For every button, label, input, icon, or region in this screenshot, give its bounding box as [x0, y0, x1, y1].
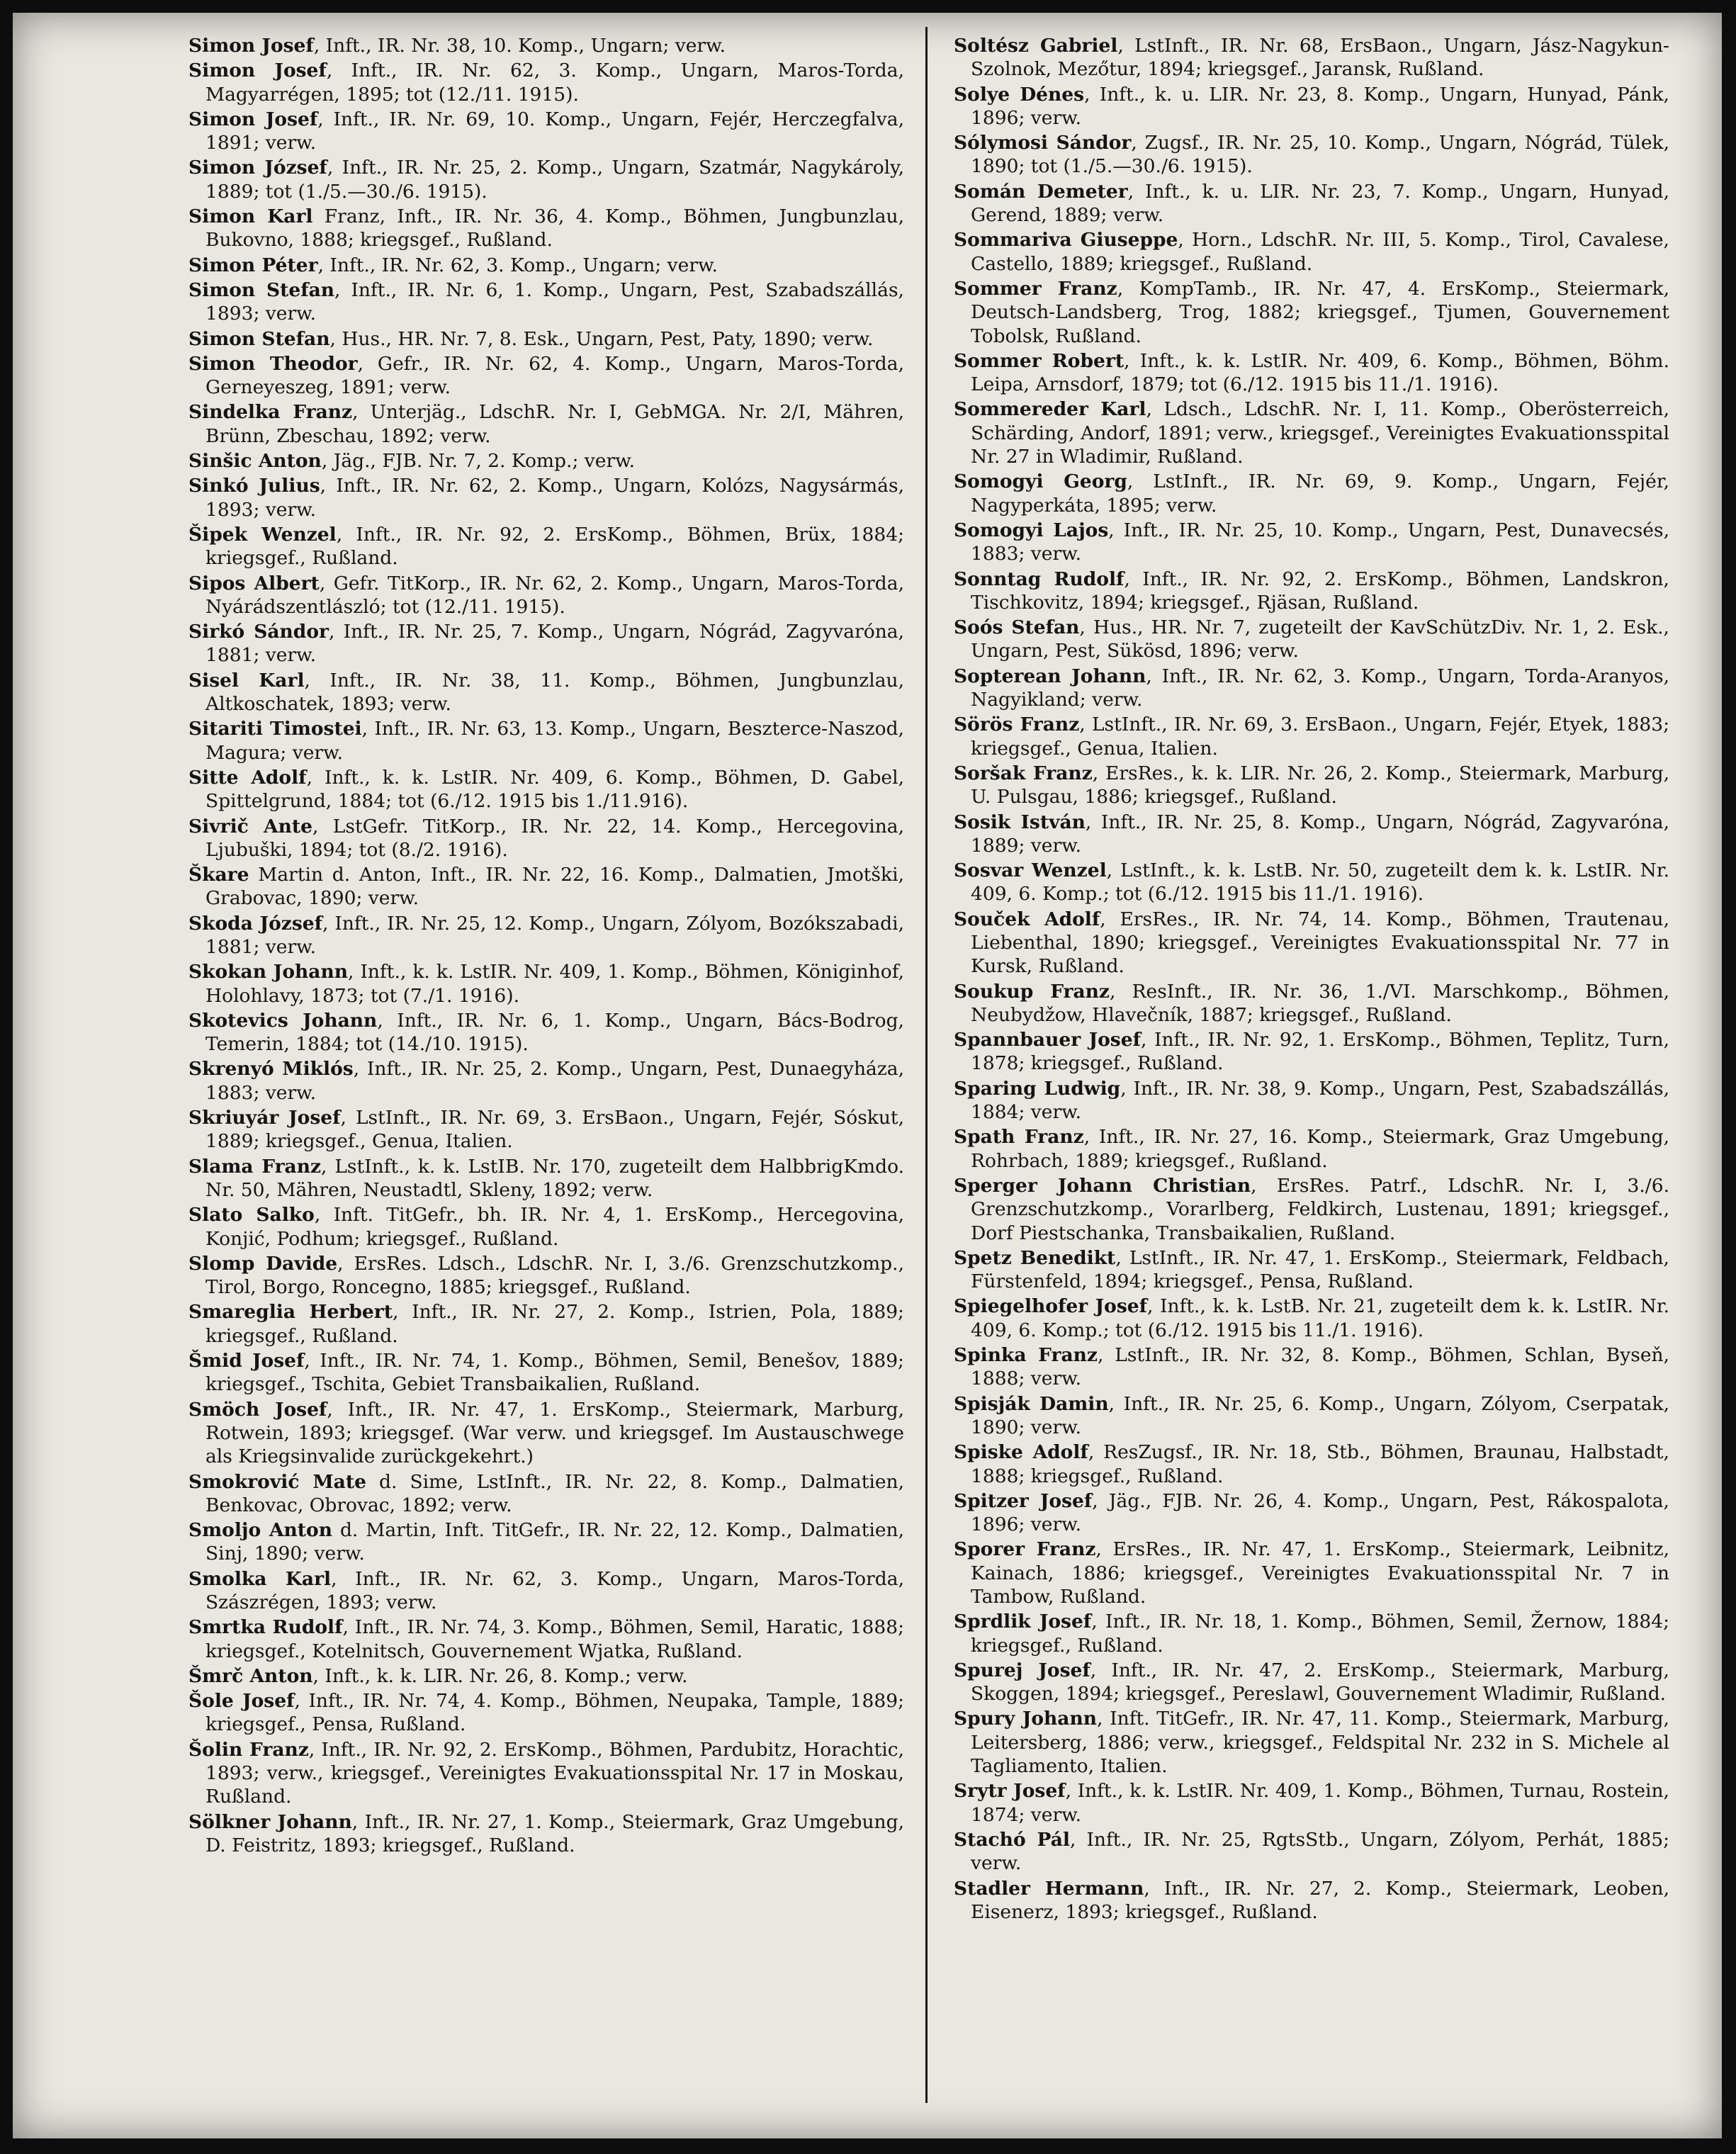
entry-details: , Jäg., FJB. Nr. 26, 4. Komp., Ungarn, Pest, Rákospalota, 1896; verw. [971, 1489, 1669, 1536]
entry-name: Šipek Wenzel [188, 523, 337, 546]
entry-details: , Unterjäg., LdschR. Nr. I, GebMGA. Nr. 2/I, Mähren, Brünn, Zbeschau, 1892; verw. [205, 401, 904, 447]
list-entry [188, 1398, 904, 1469]
entry-name: Sinšic Anton [188, 450, 322, 473]
entry-name: Spannbauer Josef [954, 1029, 1141, 1051]
entry-details: , Inft., IR. Nr. 6, 1. Komp., Ungarn, Pest, Szabadszállás, 1893; verw. [205, 278, 904, 325]
list-entry [188, 766, 904, 813]
list-entry [188, 1518, 904, 1566]
list-entry [188, 474, 904, 521]
entry-details: , Inft., IR. Nr. 63, 13. Komp., Ungarn, Beszterce-Naszod, Magura; verw. [205, 718, 904, 764]
entry-details: , ErsRes., IR. Nr. 74, 14. Komp., Böhmen, Trautenau, Liebenthal, 1890; kriegsgef., Vereinigtes Evakuationsspital Nr. 77 in Kursk, Rußland. [971, 908, 1669, 978]
entry-details: , ErsRes. Ldsch., LdschR. Nr. I, 3./6. Grenzschutzkomp., Tirol, Borgo, Roncegno, 1885; kriegsgef., Rußland. [205, 1252, 904, 1299]
list-entry [188, 1689, 904, 1737]
entry-name: Slama Franz [188, 1155, 322, 1178]
entry-name: Spurej Josef [954, 1659, 1090, 1681]
entry-name: Sporer Franz [954, 1538, 1096, 1561]
list-entry [188, 108, 904, 155]
list-entry [188, 669, 904, 716]
entry-name: Somán Demeter [954, 180, 1128, 203]
entry-details: , Inft., IR. Nr. 62, 3. Komp., Ungarn; verw. [317, 254, 718, 276]
entry-name: Skokan Johann [188, 961, 348, 983]
list-entry [188, 863, 904, 910]
entry-details: , LstInft., IR. Nr. 69, 3. ErsBaon., Ungarn, Fejér, Sóskut, 1889; kriegsgef., Genua, Italien. [205, 1107, 904, 1153]
list-entry [954, 762, 1669, 809]
entry-details: , ResZugsf., IR. Nr. 18, Stb., Böhmen, Braunau, Halbstadt, 1888; kriegsgef., Rußland. [971, 1441, 1669, 1487]
entry-name: Sonntag Rudolf [954, 568, 1125, 590]
list-entry [188, 1738, 904, 1809]
entry-name: Simon Josef [188, 60, 327, 82]
list-entry [188, 523, 904, 570]
entry-name: Slomp Davide [188, 1252, 338, 1275]
entry-details: , ErsRes. Patrf., LdschR. Nr. I, 3./6. Grenzschutzkomp., Vorarlberg, Feldkirch, Lustenau, 1891; kriegsgef., Dorf Piestschanka, Transbaikalien, Rußland. [971, 1174, 1669, 1244]
list-entry [954, 1174, 1669, 1245]
entry-name: Sölkner Johann [188, 1810, 352, 1833]
entry-details: d. Sime, LstInft., IR. Nr. 22, 8. Komp., Dalmatien, Benkovac, Obrovac, 1892; verw. [205, 1470, 904, 1516]
entry-name: Spury Johann [954, 1708, 1098, 1730]
entry-details: , Inft. TitGefr., bh. IR. Nr. 4, 1. ErsKomp., Hercegovina, Konjić, Podhum; kriegsgef., Rußland. [205, 1204, 904, 1250]
entry-details: , Gefr. TitKorp., IR. Nr. 62, 2. Komp., Ungarn, Maros-Torda, Nyárádszentlászló; tot (12./11. 1915). [205, 572, 904, 618]
list-entry [188, 327, 904, 351]
entry-details: , Inft., IR. Nr. 38, 9. Komp., Ungarn, Pest, Szabadszállás, 1884; verw. [971, 1077, 1669, 1124]
right-column [954, 34, 1669, 1925]
entry-name: Smöch Josef [188, 1398, 327, 1421]
list-entry [188, 1349, 904, 1397]
list-entry [954, 180, 1669, 227]
entry-name: Sparing Ludwig [954, 1077, 1121, 1100]
list-entry [188, 59, 904, 106]
list-entry [188, 400, 904, 448]
entry-details: , LstInft., IR. Nr. 69, 3. ErsBaon., Ungarn, Fejér, Etyek, 1883; kriegsgef., Genua, Italien. [971, 714, 1670, 760]
entry-details: , Inft., IR. Nr. 74, 4. Komp., Böhmen, Neupaka, Tample, 1889; kriegsgef., Pensa, Rußland. [205, 1690, 905, 1736]
list-entry [188, 1203, 904, 1251]
entry-details: , Ldsch., LdschR. Nr. I, 11. Komp., Oberösterreich, Schärding, Andorf, 1891; verw., kriegsgef., Vereinigtes Evakuationsspital Nr. 27 in Wladimir, Rußland. [971, 398, 1669, 468]
list-entry [188, 815, 904, 862]
entry-details: , Inft., IR. Nr. 25, 12. Komp., Ungarn, Zólyom, Bozókszabadi, 1881; verw. [205, 912, 904, 958]
entry-details: , Inft., IR. Nr. 18, 1. Komp., Böhmen, Semil, Žernow, 1884; kriegsgef., Rußland. [971, 1611, 1669, 1657]
entry-name: Sitariti Timostei [188, 718, 362, 740]
entry-details: , Inft., k. k. LstIR. Nr. 409, 1. Komp., Böhmen, Turnau, Rostein, 1874; verw. [971, 1780, 1669, 1826]
list-entry [954, 665, 1669, 712]
entry-details: , LstInft., k. k. LstB. Nr. 50, zugeteilt dem k. k. LstIR. Nr. 409, 6. Komp.; tot (6./12. 1915 bis 11./1. 1916). [971, 859, 1669, 906]
entry-details: , Inft., IR. Nr. 38, 10. Komp., Ungarn; verw. [313, 35, 726, 57]
entry-details: , Inft., IR. Nr. 27, 2. Komp., Steiermark, Leoben, Eisenerz, 1893; kriegsgef., Rußland. [971, 1877, 1670, 1923]
entry-name: Soltész Gabriel [954, 35, 1118, 57]
entry-details: , Inft., IR. Nr. 74, 1. Komp., Böhmen, Semil, Benešov, 1889; kriegsgef., Tschita, Gebiet Transbaikalien, Rußland. [205, 1350, 904, 1396]
entry-name: Soršak Franz [954, 762, 1093, 784]
entry-details: , Inft. TitGefr., IR. Nr. 47, 11. Komp., Steiermark, Marburg, Leitersberg, 1886; verw., kriegsgef., Feldspital Nr. 232 in S. Michele al Tagliamento, Italien. [971, 1708, 1669, 1778]
entry-details: , Inft., IR. Nr. 25, RgtsStb., Ungarn, Zólyom, Perhát, 1885; verw. [971, 1828, 1669, 1875]
entry-name: Smrtka Rudolf [188, 1616, 343, 1639]
entry-name: Simon Josef [188, 108, 318, 130]
entry-details: , Inft., k. k. LstIR. Nr. 409, 1. Komp., Böhmen, Königinhof, Holohlavy, 1873; tot (7./1. 1916). [205, 961, 905, 1007]
list-entry [954, 713, 1669, 760]
entry-details: , Inft., IR. Nr. 62, 2. Komp., Ungarn, Kolózs, Nagysármás, 1893; verw. [205, 475, 904, 521]
entry-details: , LstGefr. TitKorp., IR. Nr. 22, 14. Komp., Hercegovina, Ljubuški, 1894; tot (8./2. 1916). [205, 815, 904, 861]
list-entry [188, 572, 904, 619]
list-entry [188, 1470, 904, 1518]
entry-name: Sisel Karl [188, 669, 305, 692]
entry-name: Sosvar Wenzel [954, 859, 1107, 882]
list-entry [954, 1489, 1669, 1537]
entry-details: , LstInft., IR. Nr. 32, 8. Komp., Böhmen, Schlan, Byseň, 1888; verw. [971, 1344, 1669, 1390]
list-entry [188, 1009, 904, 1056]
list-entry [954, 131, 1669, 179]
entry-details: , Inft., IR. Nr. 25, 7. Komp., Ungarn, Nógrád, Zagyvaróna, 1881; verw. [205, 621, 905, 667]
list-entry [188, 1106, 904, 1154]
entry-name: Sipos Albert [188, 572, 320, 594]
list-entry [954, 908, 1669, 979]
list-entry [188, 717, 904, 765]
list-entry [954, 1707, 1669, 1778]
entry-name: Šmid Josef [188, 1350, 305, 1372]
entry-details: , Inft., k. u. LIR. Nr. 23, 7. Komp., Ungarn, Hunyad, Gerend, 1889; verw. [971, 180, 1669, 227]
list-entry [188, 1155, 904, 1202]
entry-details: , Gefr., IR. Nr. 62, 4. Komp., Ungarn, Maros-Torda, Gerneyeszeg, 1891; verw. [205, 352, 904, 399]
entry-name: Srytr Josef [954, 1780, 1066, 1803]
list-entry [188, 1057, 904, 1105]
entry-name: Soukup Franz [954, 980, 1110, 1003]
entry-details: , Jäg., FJB. Nr. 7, 2. Komp.; verw. [321, 450, 636, 473]
entry-details: , Inft., k. k. LIR. Nr. 26, 8. Komp.; verw. [312, 1664, 688, 1687]
list-entry [954, 1779, 1669, 1827]
entry-name: Sosik István [954, 811, 1086, 833]
entry-name: Sitte Adolf [188, 766, 307, 789]
entry-details: , Inft., IR. Nr. 25, 6. Komp., Ungarn, Zólyom, Cserpatak, 1890; verw. [971, 1392, 1669, 1438]
list-entry [188, 1616, 904, 1663]
entry-details: , Inft., IR. Nr. 69, 10. Komp., Ungarn, Fejér, Herczegfalva, 1891; verw. [205, 108, 904, 154]
entry-name: Simon Karl [188, 205, 313, 228]
entry-details: , Inft., IR. Nr. 47, 2. ErsKomp., Steiermark, Marburg, Skoggen, 1894; kriegsgef., Pereslawl, Gouvernement Wladimir, Rußland. [971, 1659, 1669, 1705]
entry-details: , Inft., IR. Nr. 74, 3. Komp., Böhmen, Semil, Haratic, 1888; kriegsgef., Kotelnitsch, Gouvernement Wjatka, Rußland. [205, 1616, 904, 1662]
list-entry [954, 34, 1669, 81]
entry-details: , ErsRes., k. k. LIR. Nr. 26, 2. Komp., Steiermark, Marburg, U. Pulsgau, 1886; kriegsgef., Rußland. [971, 762, 1669, 808]
entry-name: Sommariva Giuseppe [954, 229, 1178, 252]
entry-name: Spetz Benedikt [954, 1246, 1116, 1269]
entry-name: Spinka Franz [954, 1344, 1098, 1367]
entry-name: Slato Salko [188, 1204, 315, 1227]
list-entry [954, 277, 1669, 348]
entry-name: Skriuyár Josef [188, 1107, 341, 1129]
entry-name: Spiske Adolf [954, 1441, 1088, 1464]
entry-name: Simon József [188, 157, 327, 179]
entry-details: , ErsRes., IR. Nr. 47, 1. ErsKomp., Steiermark, Leibnitz, Kainach, 1886; kriegsgef., Vereinigtes Evakuationsspital Nr. 7 in Tambow, Rußland. [971, 1538, 1669, 1608]
entry-name: Souček Adolf [954, 908, 1100, 930]
entry-name: Stachó Pál [954, 1828, 1070, 1851]
entry-name: Sörös Franz [954, 714, 1080, 736]
entry-name: Smareglia Herbert [188, 1301, 393, 1324]
entry-details: , Inft., IR. Nr. 25, 2. Komp., Ungarn, Szatmár, Nagykároly, 1889; tot (1./5.—30./6. 1915). [205, 157, 904, 203]
list-entry [954, 228, 1669, 276]
list-entry [954, 1028, 1669, 1076]
entry-details: , Inft., IR. Nr. 62, 3. Komp., Ungarn, Maros-Torda, Magyarrégen, 1895; tot (12./11. 1915). [205, 60, 904, 106]
entry-name: Sopterean Johann [954, 665, 1146, 687]
entry-name: Somogyi Georg [954, 470, 1127, 493]
entry-name: Sivrič Ante [188, 815, 312, 838]
entry-name: Simon Stefan [188, 278, 335, 301]
list-entry [188, 1300, 904, 1348]
list-entry [954, 859, 1669, 906]
entry-details: , Inft., IR. Nr. 27, 2. Komp., Istrien, Pola, 1889; kriegsgef., Rußland. [205, 1301, 904, 1347]
entry-name: Stadler Hermann [954, 1877, 1144, 1900]
list-entry [954, 1246, 1669, 1294]
list-entry [954, 397, 1669, 468]
entry-name: Šolin Franz [188, 1738, 309, 1761]
list-entry [954, 1877, 1669, 1924]
list-entry [954, 83, 1669, 130]
entry-name: Škare [188, 864, 249, 886]
list-entry [954, 519, 1669, 566]
list-entry [188, 352, 904, 400]
entry-name: Skoda József [188, 912, 323, 935]
entry-details: , Inft., IR. Nr. 27, 1. Komp., Steiermark, Graz Umgebung, D. Feistritz, 1893; kriegsgef., Rußland. [205, 1810, 904, 1856]
list-entry [954, 1077, 1669, 1124]
list-entry [188, 960, 904, 1008]
entry-name: Skrenyó Miklós [188, 1058, 354, 1081]
list-entry [954, 349, 1669, 397]
entry-name: Sinkó Julius [188, 475, 320, 497]
entry-details: , KompTamb., IR. Nr. 47, 4. ErsKomp., Steiermark, Deutsch-Landsberg, Trog, 1882; kriegsgef., Tjumen, Gouvernement Tobolsk, Rußland. [971, 277, 1669, 347]
entry-details: , Inft., k. k. LstIR. Nr. 409, 6. Komp., Böhmen, Böhm. Leipa, Arnsdorf, 1879; tot (6./12. 1915 bis 11./1. 1916). [971, 349, 1669, 396]
document-page [13, 13, 1722, 2138]
list-entry [954, 1392, 1669, 1440]
entry-details: , LstInft., k. k. LstIB. Nr. 170, zugeteilt dem HalbbrigKmdo. Nr. 50, Mähren, Neustadtl, Skleny, 1892; verw. [205, 1155, 904, 1201]
list-entry [188, 156, 904, 203]
entry-name: Sommer Franz [954, 277, 1117, 300]
entry-name: Soós Stefan [954, 616, 1080, 639]
list-entry [954, 1125, 1669, 1173]
entry-name: Simon Josef [188, 35, 314, 57]
entry-name: Skotevics Johann [188, 1009, 378, 1032]
list-entry [188, 912, 904, 959]
list-entry [188, 1252, 904, 1299]
list-entry [954, 616, 1669, 663]
column-divider [925, 27, 928, 2103]
entry-name: Simon Stefan [188, 327, 330, 350]
list-entry [188, 1567, 904, 1615]
list-entry [954, 1295, 1669, 1342]
entry-details: d. Martin, Inft. TitGefr., IR. Nr. 22, 12. Komp., Dalmatien, Sinj, 1890; verw. [205, 1519, 904, 1565]
list-entry [188, 278, 904, 326]
entry-name: Spitzer Josef [954, 1489, 1093, 1512]
entry-details: , Inft., IR. Nr. 47, 1. ErsKomp., Steiermark, Marburg, Rotwein, 1893; kriegsgef. (War verw. und kriegsgef. Im Austauschwege als Kriegsinvalide zurückgekehrt.) [205, 1398, 904, 1468]
list-entry [954, 1343, 1669, 1391]
entry-details: , Zugsf., IR. Nr. 25, 10. Komp., Ungarn, Nógrád, Tülek, 1890; tot (1./5.—30./6. 1915). [971, 132, 1669, 178]
entry-name: Spiegelhofer Josef [954, 1295, 1148, 1318]
entry-details: , Inft., k. k. LstB. Nr. 21, zugeteilt dem k. k. LstIR. Nr. 409, 6. Komp.; tot (6./12. 1915 bis 11./1. 1916). [971, 1295, 1670, 1341]
entry-name: Smokrović Mate [188, 1470, 366, 1493]
list-entry [188, 449, 904, 473]
entry-details: , Inft., IR. Nr. 62, 3. Komp., Ungarn, Maros-Torda, Szászrégen, 1893; verw. [205, 1567, 904, 1613]
entry-name: Spath Franz [954, 1126, 1084, 1149]
list-entry [188, 205, 904, 252]
entry-details: , Inft., IR. Nr. 25, 8. Komp., Ungarn, Nógrád, Zagyvaróna, 1889; verw. [971, 811, 1669, 857]
entry-details: , Inft., k. k. LstIR. Nr. 409, 6. Komp., Böhmen, D. Gabel, Spittelgrund, 1884; tot (6./12. 1915 bis 1./11.916). [205, 766, 904, 813]
entry-details: , Inft., IR. Nr. 6, 1. Komp., Ungarn, Bács-Bodrog, Temerin, 1884; tot (14./10. 1915). [205, 1009, 904, 1056]
list-entry [188, 1810, 904, 1858]
entry-details: , Inft., IR. Nr. 92, 1. ErsKomp., Böhmen, Teplitz, Turn, 1878; kriegsgef., Rußland. [971, 1029, 1669, 1075]
entry-details: , LstInft., IR. Nr. 68, ErsBaon., Ungarn, Jász-Nagykun-Szolnok, Mezőtur, 1894; kriegsgef., Jaransk, Rußland. [971, 35, 1669, 81]
entry-details: , Inft., IR. Nr. 25, 2. Komp., Ungarn, Pest, Dunaegyháza, 1883; verw. [205, 1058, 905, 1104]
entry-details: , ResInft., IR. Nr. 36, 1./VI. Marschkomp., Böhmen, Neubydžow, Hlavečník, 1887; kriegsgef., Rußland. [971, 980, 1670, 1026]
entry-details: , Inft., k. u. LIR. Nr. 23, 8. Komp., Ungarn, Hunyad, Pánk, 1896; verw. [971, 83, 1669, 129]
entry-name: Sperger Johann Christian [954, 1174, 1251, 1197]
entry-name: Sprdlik Josef [954, 1611, 1092, 1633]
entry-name: Šmrč Anton [188, 1664, 313, 1687]
list-entry [188, 34, 904, 57]
entry-details: , Hus., HR. Nr. 7, 8. Esk., Ungarn, Pest, Paty, 1890; verw. [329, 327, 874, 350]
entry-details: , Inft., IR. Nr. 25, 10. Komp., Ungarn, Pest, Dunavecsés, 1883; verw. [971, 519, 1669, 565]
entry-details: , Inft., IR. Nr. 92, 2. ErsKomp., Böhmen, Landskron, Tischkovitz, 1894; kriegsgef., Rjäsan, Rußland. [971, 568, 1669, 614]
entry-name: Sólymosi Sándor [954, 132, 1132, 154]
list-entry [954, 1538, 1669, 1608]
list-entry [188, 254, 904, 277]
list-entry [954, 1610, 1669, 1657]
entry-name: Smoljo Anton [188, 1519, 332, 1542]
entry-details: , LstInft., IR. Nr. 69, 9. Komp., Ungarn, Fejér, Nagyperkáta, 1895; verw. [971, 470, 1670, 517]
list-entry [954, 1440, 1669, 1488]
entry-details: , Inft., IR. Nr. 62, 3. Komp., Ungarn, Torda-Aranyos, Nagyikland; verw. [971, 665, 1669, 711]
entry-name: Sommereder Karl [954, 398, 1146, 421]
entry-details: , Inft., IR. Nr. 92, 2. ErsKomp., Böhmen, Pardubitz, Horachtic, 1893; verw., kriegsgef., Vereinigtes Evakuationsspital Nr. 17 in Moskau, Rußland. [205, 1738, 904, 1808]
list-entry [954, 568, 1669, 615]
list-entry [954, 811, 1669, 858]
entry-name: Somogyi Lajos [954, 519, 1109, 541]
entry-name: Sommer Robert [954, 349, 1125, 372]
list-entry [954, 1659, 1669, 1706]
entry-name: Šole Josef [188, 1690, 295, 1713]
entry-name: Smolka Karl [188, 1567, 332, 1590]
entry-name: Solye Dénes [954, 83, 1085, 106]
entry-details: , LstInft., IR. Nr. 47, 1. ErsKomp., Steiermark, Feldbach, Fürstenfeld, 1894; kriegsgef., Pensa, Rußland. [971, 1246, 1669, 1293]
entry-details: , Inft., IR. Nr. 38, 11. Komp., Böhmen, Jungbunzlau, Altkoschatek, 1893; verw. [205, 669, 904, 716]
entry-details: , Hus., HR. Nr. 7, zugeteilt der KavSchützDiv. Nr. 1, 2. Esk., Ungarn, Pest, Sükösd, 1896; verw. [971, 616, 1669, 662]
list-entry [954, 980, 1669, 1027]
entry-details: Martin d. Anton, Inft., IR. Nr. 22, 16. Komp., Dalmatien, Jmotški, Grabovac, 1890; verw. [205, 864, 904, 910]
left-column [188, 34, 904, 1859]
entry-name: Simon Péter [188, 254, 318, 276]
entry-name: Sirkó Sándor [188, 621, 329, 643]
entry-name: Sindelka Franz [188, 401, 353, 424]
entry-name: Spisják Damin [954, 1392, 1109, 1415]
list-entry [954, 1828, 1669, 1876]
entry-details: , Inft., IR. Nr. 92, 2. ErsKomp., Böhmen, Brüx, 1884; kriegsgef., Rußland. [205, 523, 904, 570]
entry-name: Simon Theodor [188, 352, 358, 375]
list-entry [188, 620, 904, 667]
entry-details: , Horn., LdschR. Nr. III, 5. Komp., Tirol, Cavalese, Castello, 1889; kriegsgef., Rußland. [971, 229, 1669, 275]
entry-details: , Inft., IR. Nr. 27, 16. Komp., Steiermark, Graz Umgebung, Rohrbach, 1889; kriegsgef., Rußland. [971, 1126, 1669, 1172]
list-entry [188, 1664, 904, 1688]
list-entry [954, 470, 1669, 517]
entry-details: Franz, Inft., IR. Nr. 36, 4. Komp., Böhmen, Jungbunzlau, Bukovno, 1888; kriegsgef., Rußland. [205, 205, 904, 252]
